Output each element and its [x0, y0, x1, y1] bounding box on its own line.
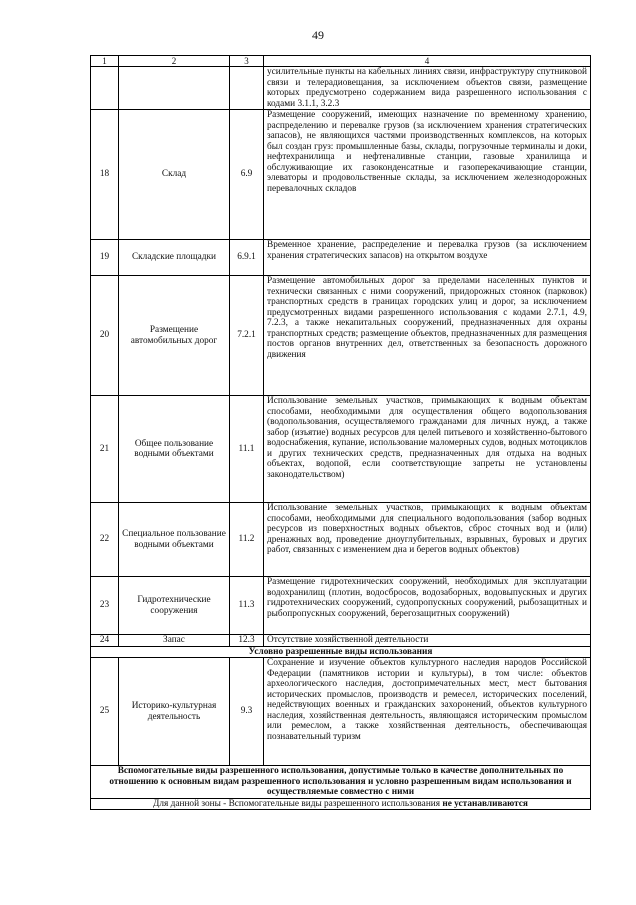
- section-header-row: [91, 646, 591, 658]
- use-type-name: Гидротехнические сооружения: [119, 577, 230, 635]
- table-row: [91, 396, 591, 503]
- use-type-name: Склад: [119, 110, 230, 240]
- section-header-row: [91, 766, 591, 799]
- row-number: 24: [91, 635, 119, 647]
- use-type-name: Общее пользование водными объектами: [119, 396, 230, 503]
- auxiliary-uses-heading: Вспомогательные виды разрешенного использования, допустимые только в качестве дополнительных по отношению к основным видам разрешенного использования и условно разрешенным видам использования и осуществляемые совместно с ними: [91, 766, 591, 799]
- table-row: [91, 503, 591, 577]
- use-type-name: Складские площадки: [119, 240, 230, 276]
- note-text: Для данной зоны - Вспомогательные виды разрешенного использования: [153, 798, 443, 809]
- table-row: [91, 110, 591, 240]
- use-type-code: 7.2.1: [230, 276, 264, 396]
- use-type-code: 6.9.1: [230, 240, 264, 276]
- use-type-code: 12.3: [230, 635, 264, 647]
- use-type-code: 11.2: [230, 503, 264, 577]
- row-number: 22: [91, 503, 119, 577]
- table-row: [91, 240, 591, 276]
- note-emphasis: не устанавливаются: [442, 798, 528, 809]
- row-number: 20: [91, 276, 119, 396]
- description-cell: Использование земельных участков, примыкающих к водным объектам способами, необходимыми для специального водопользования (забор водных ресурсов из поверхностных водных объектов, сброс сточных вод и (или) дренажных вод, проведение дноуглубительных, взрывных, буровых и других работ, связанных с изменением дна и берегов водных объектов): [264, 503, 591, 577]
- use-type-name: Размещение автомобильных дорог: [119, 276, 230, 396]
- description-cell: Размещение сооружений, имеющих назначение по временному хранению, распределению и перевалке грузов (за исключением хранения стратегических запасов), не являющихся частями производственных комплексов, на которых был создан груз: промышленные базы, склады, погрузочные терминалы и доки, нефтехранилища и нефтеналивные станции, газовые хранилища и обслуживающие их газоконденсатные и газоперекачивающие станции, элеваторы и продовольственные склады, за исключением железнодорожных перевалочных складов: [264, 110, 591, 240]
- table-row: [91, 658, 591, 766]
- column-header: 2: [119, 56, 230, 67]
- column-header: 3: [230, 56, 264, 67]
- conditional-uses-heading: Условно разрешенные виды использования: [91, 646, 591, 658]
- auxiliary-uses-note: [91, 798, 591, 810]
- description-cell: Отсутствие хозяйственной деятельности: [264, 635, 591, 647]
- use-type-code: 6.9: [230, 110, 264, 240]
- description-cell: Использование земельных участков, примыкающих к водным объектам способами, необходимыми для осуществления общего водопользования (водопользования, осуществляемого гражданами для личных нужд, а также забор (изъятие) водных ресурсов для целей питьевого и хозяйственно-бытового водоснабжения, купание, использование маломерных судов, водных мотоциклов и других технических средств, предназначенных для отдыха на водных объектах, водопой, если соответствующие запреты не установлены законодательством): [264, 396, 591, 503]
- table-row: [91, 635, 591, 647]
- use-type-name: Специальное пользование водными объектами: [119, 503, 230, 577]
- table-header-row: [91, 56, 591, 67]
- use-type-code: 11.1: [230, 396, 264, 503]
- description-cell: Размещение автомобильных дорог за пределами населенных пунктов и технически связанных с ними сооружений, придорожных стоянок (парковок) транспортных средств в границах городских улиц и дорог, за исключением предусмотренных видами разрешенного использования с кодами 2.7.1, 4.9, 7.2.3, а также некапитальных сооружений, предназначенных для охраны транспортных средств; размещение объектов, предназначенных для размещения постов органов внутренних дел, ответственных за безопасность дорожного движения: [264, 276, 591, 396]
- table-row: [91, 798, 591, 810]
- table-row: [91, 276, 591, 396]
- column-header: 1: [91, 56, 119, 67]
- table-row: [91, 577, 591, 635]
- row-number: 21: [91, 396, 119, 503]
- row-number: 19: [91, 240, 119, 276]
- table-row-continuation: [91, 67, 591, 110]
- column-header: 4: [264, 56, 591, 67]
- row-number: 18: [91, 110, 119, 240]
- use-type-name: Запас: [119, 635, 230, 647]
- description-cell: усилительные пункты на кабельных линиях связи, инфраструктуру спутниковой связи и телерадиовещания, за исключением объектов связи, размещение которых предусмотрено содержанием вида разрешенного использования с кодами 3.1.1, 3.2.3: [264, 67, 591, 110]
- use-type-code: 11.3: [230, 577, 264, 635]
- row-number: 25: [91, 658, 119, 766]
- use-type-code: 9.3: [230, 658, 264, 766]
- description-cell: Сохранение и изучение объектов культурного наследия народов Российской Федерации (памятников истории и культуры), в том числе: объектов археологического наследия, достопримечательных мест, мест бытования исторических промыслов, производств и ремесел, исторических поселений, недействующих военных и гражданских захоронений, объектов культурного наследия, хозяйственная деятельность, являющаяся историческим промыслом или ремеслом, а также хозяйственная деятельность, обеспечивающая познавательный туризм: [264, 658, 591, 766]
- row-number: 23: [91, 577, 119, 635]
- page-number: 49: [312, 28, 324, 42]
- use-type-name: Историко-культурная деятельность: [119, 658, 230, 766]
- description-cell: Временное хранение, распределение и перевалка грузов (за исключением хранения стратегических запасов) на открытом воздухе: [264, 240, 591, 276]
- description-cell: Размещение гидротехнических сооружений, необходимых для эксплуатации водохранилищ (плотин, водосбросов, водозаборных, водовыпускных и других гидротехнических сооружений, судопропускных сооружений, рыбозащитных и рыбопропускных сооружений, берегозащитных сооружений): [264, 577, 591, 635]
- land-use-table: [90, 55, 591, 810]
